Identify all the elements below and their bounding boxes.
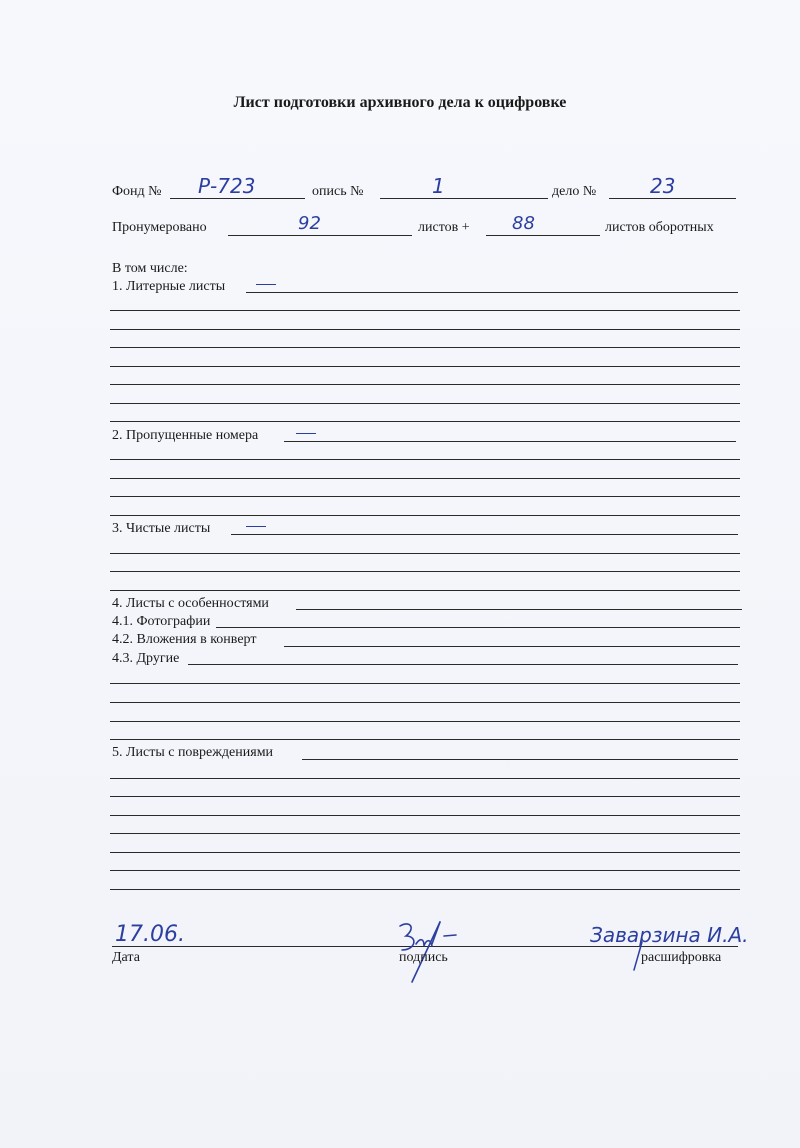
section-2-label: 2. Пропущенные номера bbox=[112, 428, 259, 443]
blank-line bbox=[110, 815, 740, 816]
blank-line bbox=[110, 421, 740, 422]
opis-value: 1 bbox=[432, 174, 445, 198]
section-4-3-line bbox=[188, 664, 738, 665]
blank-line bbox=[110, 721, 740, 722]
section-3-dash bbox=[246, 526, 266, 527]
section-1-label: 1. Литерные листы bbox=[112, 279, 226, 294]
section-5-line bbox=[302, 759, 738, 760]
fond-value: Р-723 bbox=[198, 174, 256, 198]
opis-field-line bbox=[380, 198, 548, 199]
fond-label: Фонд № bbox=[112, 184, 162, 199]
form-title: Лист подготовки архивного дела к оцифровке bbox=[233, 94, 567, 111]
section-4-line bbox=[296, 609, 742, 610]
decoding-value: Заварзина И.А. bbox=[590, 923, 749, 947]
blank-line bbox=[110, 702, 740, 703]
section-4-3-label: 4.3. Другие bbox=[112, 651, 180, 666]
blank-line bbox=[110, 833, 740, 834]
delo-field-line bbox=[609, 198, 736, 199]
section-2-dash bbox=[296, 433, 316, 434]
blank-line bbox=[110, 852, 740, 853]
blank-line bbox=[110, 590, 740, 591]
signature-label: подпись bbox=[399, 950, 448, 965]
blank-line bbox=[110, 739, 740, 740]
blank-line bbox=[110, 459, 740, 460]
pronum-label: Пронумеровано bbox=[112, 220, 207, 235]
blank-line bbox=[110, 347, 740, 348]
oborot-value: 88 bbox=[512, 213, 535, 234]
section-4-2-line bbox=[284, 646, 740, 647]
oborot-label: листов оборотных bbox=[605, 220, 714, 235]
blank-line bbox=[110, 329, 740, 330]
delo-label: дело № bbox=[552, 184, 597, 199]
blank-line bbox=[110, 310, 740, 311]
blank-line bbox=[110, 571, 740, 572]
section-3-label: 3. Чистые листы bbox=[112, 521, 211, 536]
section-2-line bbox=[284, 441, 736, 442]
blank-line bbox=[110, 796, 740, 797]
blank-line bbox=[110, 870, 740, 871]
date-value: 17.06. bbox=[115, 922, 185, 947]
section-4-label: 4. Листы с особенностями bbox=[112, 596, 269, 611]
blank-line bbox=[110, 683, 740, 684]
section-4-1-label: 4.1. Фотографии bbox=[112, 614, 211, 629]
delo-value: 23 bbox=[650, 174, 676, 198]
opis-label: опись № bbox=[312, 184, 364, 199]
blank-line bbox=[110, 478, 740, 479]
fond-field-line bbox=[170, 198, 305, 199]
section-1-dash bbox=[256, 284, 276, 285]
blank-line bbox=[110, 384, 740, 385]
blank-line bbox=[110, 778, 740, 779]
section-5-label: 5. Листы с повреждениями bbox=[112, 745, 274, 760]
blank-line bbox=[110, 403, 740, 404]
decoding-label: расшифровка bbox=[641, 950, 722, 965]
pronum-field-line bbox=[228, 235, 412, 236]
v-tom-chisle-label: В том числе: bbox=[112, 261, 188, 276]
section-3-line bbox=[231, 534, 738, 535]
section-1-line bbox=[246, 292, 738, 293]
blank-line bbox=[110, 515, 740, 516]
pronum-value: 92 bbox=[298, 213, 321, 234]
listov-plus-label: листов + bbox=[418, 220, 470, 235]
blank-line bbox=[110, 496, 740, 497]
blank-line bbox=[110, 553, 740, 554]
date-label: Дата bbox=[112, 950, 140, 965]
oborot-field-line bbox=[486, 235, 600, 236]
blank-line bbox=[110, 366, 740, 367]
section-4-2-label: 4.2. Вложения в конверт bbox=[112, 632, 257, 647]
section-4-1-line bbox=[216, 627, 740, 628]
blank-line bbox=[110, 889, 740, 890]
